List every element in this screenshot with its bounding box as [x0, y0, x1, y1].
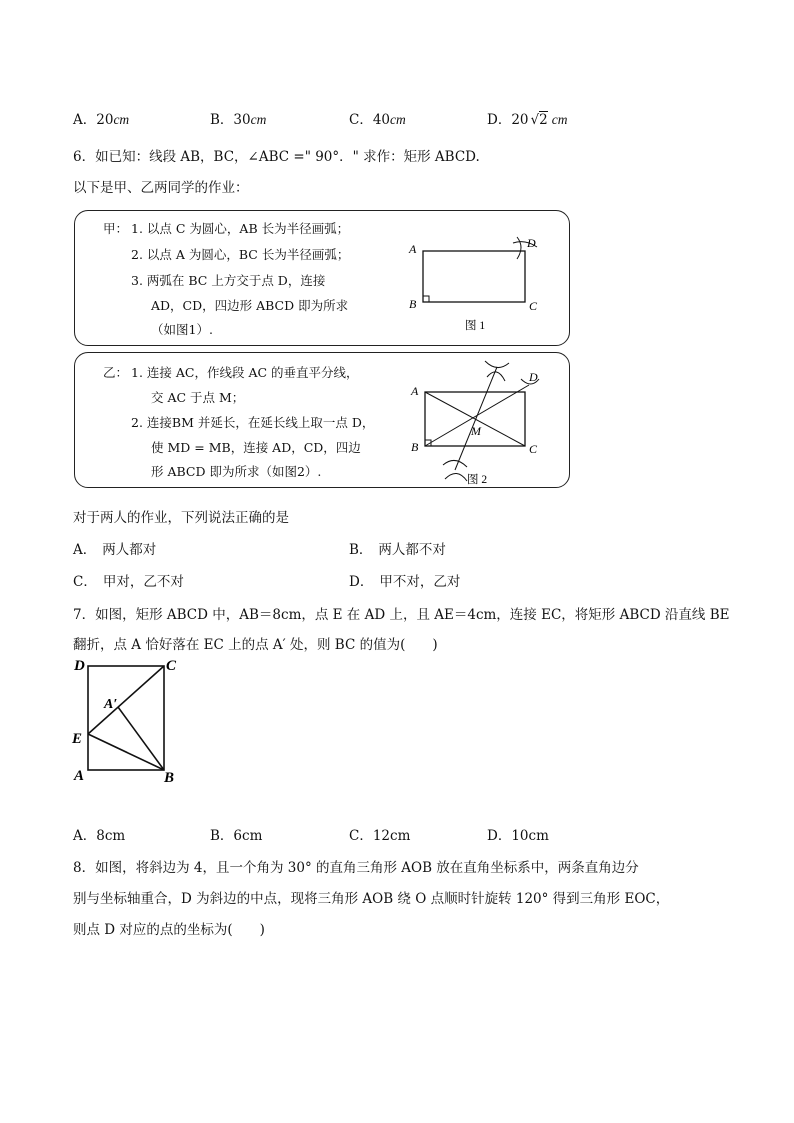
option-value: 20	[511, 112, 529, 128]
jia-label: 甲：	[103, 221, 129, 236]
yi-box	[74, 352, 570, 488]
jia-step-3-cont: AD，CD，四边形 ABCD 即为所求	[151, 298, 349, 313]
q6-intro: 以下是甲、乙两同学的作业：	[73, 180, 249, 196]
option-text: 8cm	[96, 828, 126, 844]
jia-step-2: 2. 以点 A 为圆心，BC 长为半径画弧；	[131, 247, 350, 262]
point-b-label: B	[164, 770, 175, 786]
q7-figure	[70, 654, 190, 786]
point-e-label: E	[72, 731, 83, 747]
option-letter: C．	[349, 112, 373, 128]
point-d-label: D	[529, 370, 538, 384]
perpendicular-bisector	[455, 367, 497, 470]
q5-option-d	[487, 108, 567, 128]
option-value: 40	[372, 112, 391, 128]
sqrt-symbol: √	[530, 112, 540, 128]
option-unit: cm	[250, 112, 267, 127]
option-letter: D．	[349, 574, 374, 590]
option-text: 甲不对，乙对	[379, 574, 461, 590]
q8-line-2: 别与坐标轴重合，D 为斜边的中点，现将三角形 AOB 绕 O 点顺时针旋转 120° 得到三角形 EOC，	[73, 891, 670, 907]
point-a-prime-label: A′	[104, 697, 118, 712]
option-unit: cm	[390, 112, 406, 127]
segment-eb	[88, 734, 164, 770]
arc-from-c	[517, 237, 521, 259]
option-letter: C．	[73, 574, 97, 590]
point-c-label: C	[529, 299, 538, 313]
q7-option-b	[210, 824, 262, 844]
option-text: 12cm	[372, 828, 411, 844]
figure-1-caption: 图 1	[465, 320, 486, 332]
point-b-label: B	[411, 440, 419, 454]
q6-question: 对于两人的作业，下列说法正确的是	[73, 510, 289, 526]
jia-step-1: 1. 以点 C 为圆心，AB 长为半径画弧；	[131, 221, 350, 236]
point-a-label: A	[409, 242, 417, 256]
q6-option-c	[73, 570, 184, 590]
point-a-label: A	[74, 768, 85, 784]
option-unit: cm	[113, 112, 130, 127]
q6-stem: 6．如已知：线段 AB，BC，∠ABC =" 90°．" 求作：矩形 ABCD.	[73, 149, 480, 165]
option-letter: A．	[73, 828, 97, 844]
option-radicand: 2	[539, 112, 548, 128]
yi-step-1: 1. 连接 AC，作线段 AC 的垂直平分线，	[131, 365, 359, 380]
option-letter: D．	[487, 112, 512, 128]
q5-option-c	[349, 108, 406, 128]
q6-option-b	[349, 538, 446, 558]
option-letter: A．	[73, 542, 97, 558]
q7-stem-line-1: 7．如图，矩形 ABCD 中，AB＝8cm，点 E 在 AD 上，且 AE＝4cm，连接 EC，将矩形 ABCD 沿直线 BE	[73, 607, 730, 623]
segment-a1b	[118, 707, 164, 770]
point-d-label: D	[74, 658, 85, 674]
bisector-arc-bottom-1	[443, 460, 467, 467]
bisector-arc-bottom-2	[445, 473, 467, 481]
option-value: 20	[96, 112, 114, 128]
yi-step-1-cont: 交 AC 于点 M；	[151, 390, 245, 405]
jia-step-3-end: （如图1）.	[151, 322, 213, 337]
option-letter: B．	[210, 112, 234, 128]
q6-option-d	[349, 570, 460, 590]
q8-line-1: 8．如图，将斜边为 4，且一个角为 30° 的直角三角形 AOB 放在直角坐标系中，两条直角边分	[73, 860, 639, 876]
right-angle-mark	[423, 296, 429, 302]
q8-line-3: 则点 D 对应的点的坐标为( )	[73, 922, 265, 938]
q7-option-c	[349, 824, 410, 844]
option-letter: B．	[349, 542, 373, 558]
q7-stem-line-2: 翻折，点 A 恰好落在 EC 上的点 A′ 处，则 BC 的值为( )	[73, 637, 438, 653]
point-d-label: D	[527, 236, 536, 250]
q6-option-a	[73, 538, 156, 558]
option-letter: B．	[210, 828, 234, 844]
option-value: 30	[233, 112, 251, 128]
option-unit: cm	[551, 112, 568, 127]
segment-ec	[88, 666, 164, 734]
option-letter: A．	[73, 112, 97, 128]
jia-box	[74, 210, 570, 346]
point-b-label: B	[409, 297, 417, 311]
yi-step-2-end: 形 ABCD 即为所求（如图2）.	[151, 464, 322, 479]
point-a-label: A	[411, 384, 419, 398]
q5-option-b	[210, 108, 266, 128]
rectangle-abcd	[423, 251, 525, 302]
option-letter: D．	[487, 828, 512, 844]
option-text: 两人都对	[102, 542, 157, 558]
figure-2-caption: 图 2	[467, 474, 488, 486]
option-text: 甲对，乙不对	[102, 574, 184, 590]
jia-step-3: 3. 两弧在 BC 上方交于点 D，连接	[131, 273, 326, 288]
q7-option-d	[487, 824, 549, 844]
point-c-label: C	[529, 442, 538, 456]
option-letter: C．	[349, 828, 373, 844]
q5-option-a	[73, 108, 129, 128]
bisector-arc-top-1	[485, 361, 509, 368]
option-text: 6cm	[233, 828, 263, 844]
point-c-label: C	[166, 658, 177, 674]
bisector-arc-top-2	[487, 372, 505, 381]
q7-option-a	[73, 824, 125, 844]
figure-1	[405, 225, 555, 345]
option-text: 两人都不对	[378, 542, 446, 558]
option-text: 10cm	[511, 828, 549, 844]
point-m-label: M	[471, 424, 481, 438]
figure-2	[405, 355, 565, 487]
yi-label: 乙：	[103, 365, 129, 380]
yi-step-2: 2. 连接BM 并延长，在延长线上取一点 D，	[131, 415, 375, 430]
yi-step-2-cont: 使 MD = MB，连接 AD，CD，四边	[151, 440, 361, 455]
